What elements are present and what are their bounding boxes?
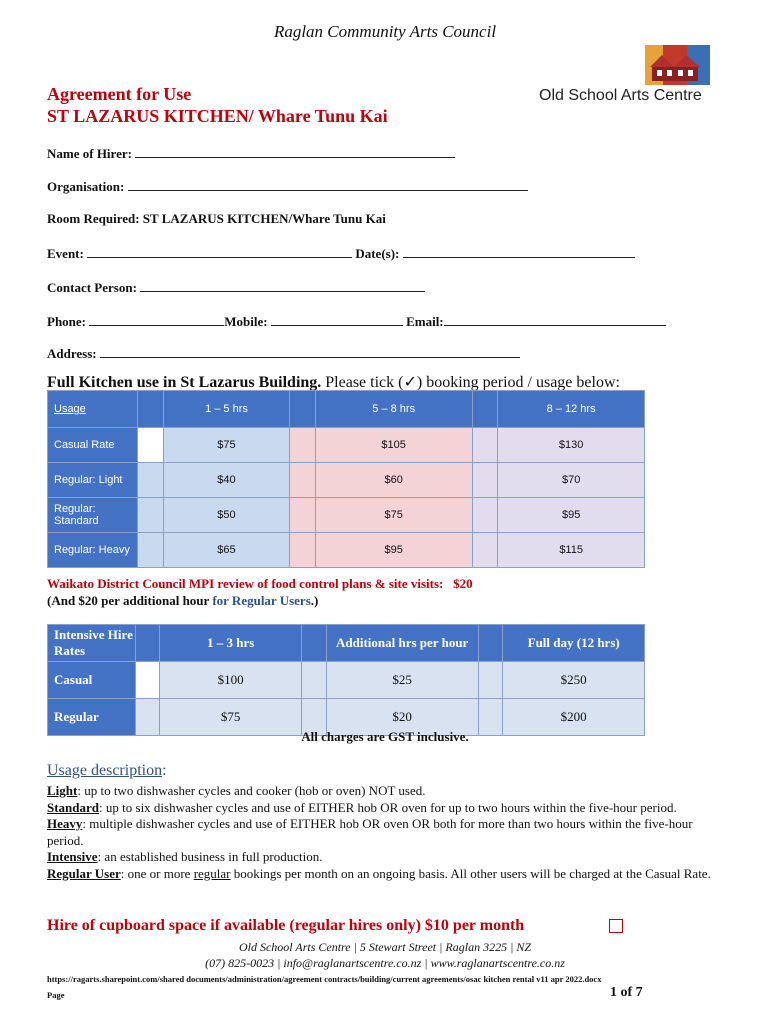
row-label: Regular: Heavy <box>48 533 138 568</box>
tick-header <box>135 625 160 662</box>
kitchen-heading-rest: Please tick (✓) booking period / usage below: <box>321 374 620 391</box>
tick-header <box>138 391 164 428</box>
rate-cell: $105 <box>315 428 472 463</box>
tick-box[interactable] <box>478 662 503 699</box>
rate-cell: $50 <box>163 498 289 533</box>
mpi-additional-note <box>47 593 318 609</box>
tick-box[interactable] <box>290 533 316 568</box>
address-input-line[interactable] <box>100 345 520 358</box>
standard-term: Standard <box>47 799 100 815</box>
dates-input-line[interactable] <box>403 245 635 258</box>
rate-cell: $95 <box>498 498 645 533</box>
room-required: Room Required: ST LAZARUS KITCHEN/Whare Tunu Kai <box>47 211 386 226</box>
contact-input-line[interactable] <box>140 279 425 292</box>
mpi-text-c: .) <box>310 593 319 608</box>
tick-box[interactable] <box>290 463 316 498</box>
event-field[interactable] <box>47 245 635 262</box>
rate-cell: $100 <box>160 662 302 699</box>
page-label: Page <box>47 990 65 1000</box>
col-1-5-header: 1 – 5 hrs <box>163 391 289 428</box>
organisation-field[interactable] <box>47 178 528 195</box>
organisation-input-line[interactable] <box>128 178 528 191</box>
col-8-12-header: 8 – 12 hrs <box>498 391 645 428</box>
council-name: Raglan Community Arts Council <box>273 22 497 41</box>
rate-cell: $20 <box>326 699 478 736</box>
title-line-2: ST LAZARUS KITCHEN/ Whare Tunu Kai <box>47 106 388 126</box>
tick-box[interactable] <box>138 498 164 533</box>
usage-regular <box>47 866 727 883</box>
table-row <box>48 498 645 533</box>
page-number: 1 of 7 <box>610 985 643 1000</box>
tick-box[interactable] <box>472 498 498 533</box>
phone-label: Phone: <box>47 314 86 329</box>
row-label: Casual Rate <box>48 428 138 463</box>
regular-term: Regular User <box>47 865 121 881</box>
tick-box[interactable] <box>135 662 160 699</box>
tick-box[interactable] <box>472 428 498 463</box>
phone-field[interactable] <box>47 313 666 330</box>
contact-label: Contact Person: <box>47 280 137 295</box>
organisation-label: Organisation: <box>47 179 125 194</box>
address-label: Address: <box>47 346 97 361</box>
address-field[interactable] <box>47 345 520 362</box>
table-row <box>48 662 645 699</box>
rate-cell: $70 <box>498 463 645 498</box>
contact-field[interactable] <box>47 279 425 296</box>
logo-text: Old School Arts Centre <box>539 87 702 104</box>
rate-cell: $95 <box>315 533 472 568</box>
cupboard-hire: Hire of cupboard space if available (regular hires only) $10 per month <box>47 917 525 934</box>
light-term: Light <box>47 783 78 798</box>
title-line-1: Agreement for Use <box>47 84 192 104</box>
rate-cell: $60 <box>315 463 472 498</box>
usage-standard <box>47 800 727 817</box>
regular-desc-u: regular <box>193 865 231 881</box>
intensive-header: Intensive Hire Rates <box>48 625 136 662</box>
tick-box[interactable] <box>138 533 164 568</box>
email-label: Email: <box>406 314 444 329</box>
table-row <box>48 463 645 498</box>
standard-desc: : up to six dishwasher cycles and use of EITHER hob OR oven for up to two hours within the five-hour period. <box>99 799 677 815</box>
table-row <box>48 533 645 568</box>
usage-description <box>47 783 727 882</box>
intensive-rates-header <box>48 625 645 662</box>
email-input-line[interactable] <box>444 313 666 326</box>
mpi-text-a: (And $20 per additional hour <box>47 593 213 608</box>
tick-header <box>290 391 316 428</box>
mpi-review-note: Waikato District Council MPI review of food control plans & site visits: $20 <box>47 576 473 591</box>
name-of-hirer-field[interactable] <box>47 145 455 162</box>
rate-cell: $25 <box>326 662 478 699</box>
intensive-desc: : an established business in full production. <box>97 849 323 864</box>
intensive-rates-table <box>47 624 645 736</box>
footer-address: Old School Arts Centre | 5 Stewart Street | Raglan 3225 | NZ <box>238 940 532 954</box>
usage-description-title: Usage description: <box>47 762 167 779</box>
usage-light <box>47 783 727 800</box>
usage-title-text: Usage description <box>47 762 163 779</box>
usage-intensive <box>47 849 727 866</box>
heavy-term: Heavy <box>47 816 83 831</box>
col-5-8-header: 5 – 8 hrs <box>315 391 472 428</box>
heavy-desc: : multiple dishwasher cycles and use of EITHER hob OR oven OR both for more than two hours within the five-hour period. <box>47 816 693 848</box>
tick-header <box>301 625 326 662</box>
col-additional-header: Additional hrs per hour <box>326 625 478 662</box>
rate-cell: $130 <box>498 428 645 463</box>
rate-cell: $115 <box>498 533 645 568</box>
mobile-input-line[interactable] <box>271 313 403 326</box>
row-label: Regular <box>48 699 136 736</box>
dates-label: Date(s): <box>355 246 400 261</box>
regular-desc-a: : one or more <box>120 865 194 881</box>
row-label: Regular: Standard <box>48 498 138 533</box>
rate-cell: $75 <box>315 498 472 533</box>
document-path: https://ragarts.sharepoint.com/shared documents/administration/agreement contracts/building/current agreements/osac kitchen rental v11 apr 2022.docx <box>47 974 602 984</box>
row-label: Regular: Light <box>48 463 138 498</box>
col-full-day-header: Full day (12 hrs) <box>503 625 645 662</box>
name-input-line[interactable] <box>135 145 455 158</box>
tick-box[interactable] <box>138 428 164 463</box>
rate-cell: $250 <box>503 662 645 699</box>
rate-cell: $75 <box>160 699 302 736</box>
kitchen-heading <box>47 372 620 392</box>
kitchen-heading-bold: Full Kitchen use in St Lazarus Building. <box>47 374 322 391</box>
rate-cell: $40 <box>163 463 289 498</box>
rate-cell: $75 <box>163 428 289 463</box>
rate-cell: $65 <box>163 533 289 568</box>
tick-box[interactable] <box>472 533 498 568</box>
usage-heavy <box>47 816 727 849</box>
tick-box[interactable] <box>138 463 164 498</box>
name-label: Name of Hirer: <box>47 146 132 161</box>
mobile-label: Mobile: <box>224 314 268 329</box>
page-title <box>47 83 388 127</box>
tick-box[interactable] <box>290 498 316 533</box>
regular-desc-b: bookings per month on an ongoing basis. All other users will be charged at the Casual Rate. <box>230 865 711 881</box>
phone-input-line[interactable] <box>89 313 224 326</box>
tick-box[interactable] <box>290 428 316 463</box>
table-row <box>48 428 645 463</box>
footer-contact: (07) 825-0023 | info@raglanartscentre.co.nz | www.raglanartscentre.co.nz <box>205 956 565 970</box>
tick-header <box>472 391 498 428</box>
gst-note: All charges are GST inclusive. <box>301 729 469 744</box>
row-label: Casual <box>48 662 136 699</box>
rate-cell: $200 <box>503 699 645 736</box>
kitchen-rates-header <box>48 391 645 428</box>
event-label: Event: <box>47 246 84 261</box>
event-input-line[interactable] <box>87 245 352 258</box>
tick-header <box>478 625 503 662</box>
kitchen-rates-table <box>47 390 645 568</box>
col-1-3-header: 1 – 3 hrs <box>160 625 302 662</box>
tick-box[interactable] <box>301 662 326 699</box>
mpi-text-b: for Regular Users <box>212 593 311 608</box>
light-desc: : up to two dishwasher cycles and cooker (hob or oven) NOT used. <box>77 783 426 798</box>
tick-box[interactable] <box>472 463 498 498</box>
intensive-term: Intensive <box>47 849 98 864</box>
usage-header: Usage <box>48 391 138 428</box>
cupboard-checkbox[interactable] <box>609 919 623 933</box>
